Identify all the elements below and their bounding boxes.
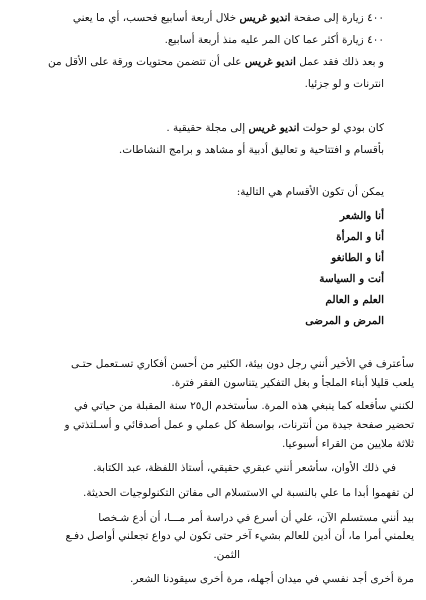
wish-line-1 xyxy=(166,122,384,135)
body-p6: مرة أخرى أجد نفسي في ميدان أجهله، مرة أخرى سيقودنا الشعر. xyxy=(130,573,414,585)
sections-intro: يمكن أن تكون الأقسام هي التالية: xyxy=(236,186,384,198)
section-item: أنت و السياسة xyxy=(319,273,384,285)
intro-line-3-pre: و بعد ذلك فقد عمل xyxy=(295,56,384,68)
body-p1-line-2: يلعب قليلا أبناء الملجأ و بغل التفكير يتناسون الفقر فترة. xyxy=(171,377,414,389)
body-p4: لن تفهموا أبدا ما علي بالنسبة لي الاستسلام الى مفاتن التكنولوجيات الحديثة. xyxy=(82,487,414,499)
body-p2-line-2: تحضير صفحة جيدة من أنترنات، بواسطة كل عملي و عمل أصدقائي و أسـلتذتي و xyxy=(64,419,414,431)
intro-line-1-post: خلال أربعة أسابيع فحسب، أي ما يعني xyxy=(72,12,240,24)
section-item: أنا و الطانغو xyxy=(331,252,384,264)
wish-line-1-post: إلى مجلة حقيقية . xyxy=(166,122,249,134)
section-item: المرض و المرضى xyxy=(305,315,384,327)
section-item: أنا والشعر xyxy=(339,210,384,222)
wish-line-2: بأقسام و افتتاحية و تعاليق أدبية أو مشاهد و برامج النشاطات. xyxy=(118,144,384,156)
body-p2-line-1: لكنني سأفعله كما ينبغي هذه المرة. سأستخدم ال٢٥ سنة المقبلة من حياتي في xyxy=(74,400,414,412)
brand-name: انديو غريس xyxy=(239,12,291,24)
intro-line-3 xyxy=(48,56,384,69)
body-p3: في ذلك الأوان، سأشعر أنني عبقري حقيقي، أستاذ اللفظة، عبد الكتابة. xyxy=(93,462,396,474)
body-p5-line-3: الثمن. xyxy=(213,549,240,561)
intro-line-2: ٤٠٠ زيارة أكثر عما كان المر عليه منذ أربعة أسابيع. xyxy=(164,34,384,46)
body-p5-line-2: يعلمني أمرا ما، أن أدين للعالم بشيء آخر حتى تكون لي دواع تجعلني أواصل دفـع xyxy=(65,530,414,542)
intro-line-1-pre: ٤٠٠ زيارة إلى صفحة xyxy=(290,12,384,24)
body-p1-line-1: سأعترف في الأخير أنني رجل دون بيئة، الكثير من أحسن أفكاري تسـتعمل حتـى xyxy=(70,358,414,370)
wish-line-1-pre: كان بودي لو حولت xyxy=(299,122,384,134)
intro-line-1 xyxy=(73,12,384,25)
brand-name: انديو غريس xyxy=(248,122,300,134)
body-p5-line-1: بيد أنني مستسلم الآن، علي أن أسرع في دراسة أمر مـــا، أن أدع شـخصا xyxy=(98,512,414,524)
body-p2-line-3: ثلاثة ملايين من القراء أسبوعيا. xyxy=(281,438,414,450)
brand-name: انديو غريس xyxy=(244,56,296,68)
intro-line-4: انترنات و لو جزئيا. xyxy=(304,78,384,90)
section-item: العلم و العالم xyxy=(325,294,384,306)
intro-line-3-post: على أن تتضمن محتويات ورقة على الأقل من xyxy=(48,56,245,68)
section-item: أنا و المرأة xyxy=(336,231,384,243)
